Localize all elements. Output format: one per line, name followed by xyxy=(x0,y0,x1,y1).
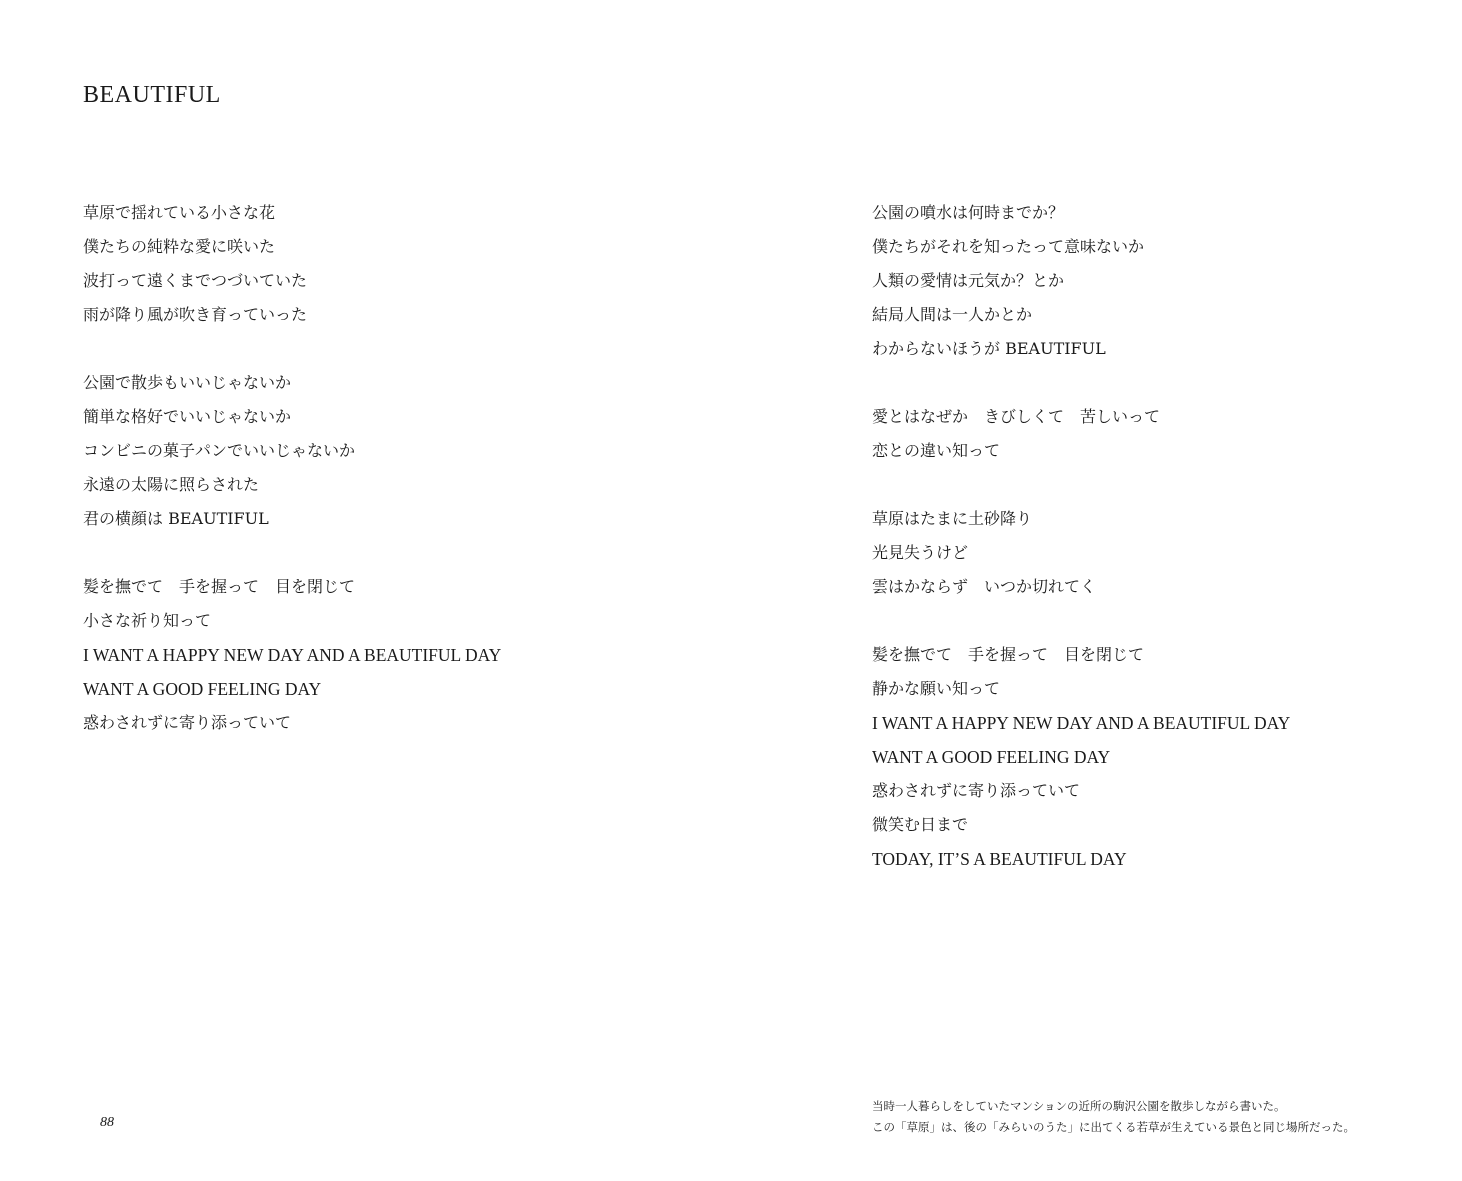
lyric-line: わからないほうが BEAUTIFUL xyxy=(872,339,1106,358)
lyric-line: 永遠の太陽に照らされた xyxy=(83,475,260,494)
lyric-line: 波打って遠くまでつづいていた xyxy=(83,271,308,290)
lyric-line: 恋との違い知って xyxy=(872,441,1001,460)
lyric-line: 微笑む日まで xyxy=(872,815,969,834)
lyric-line: 草原はたまに土砂降り xyxy=(872,509,1033,528)
lyric-line: 静かな願い知って xyxy=(872,679,1001,698)
stanza-break xyxy=(872,468,1432,502)
footnote xyxy=(872,1096,1432,1138)
song-title: BEAUTIFUL xyxy=(83,82,221,108)
lyric-line: 僕たちの純粋な愛に咲いた xyxy=(83,237,276,256)
stanza-break xyxy=(83,332,683,366)
lyric-line: 愛とはなぜか きびしくて 苦しいって xyxy=(872,407,1161,426)
lyric-line: 結局人間は一人かとか xyxy=(872,305,1033,324)
footnote-line: この「草原」は、後の「みらいのうた」に出てくる若草が生えている景色と同じ場所だった。 xyxy=(872,1120,1355,1134)
lyric-line: I WANT A HAPPY NEW DAY AND A BEAUTIFUL DAY xyxy=(872,713,1291,733)
lyric-line: 公園で散歩もいいじゃないか xyxy=(83,373,292,392)
lyric-line: 雨が降り風が吹き育っていった xyxy=(83,305,308,324)
lyric-line: 雲はかならず いつか切れてく xyxy=(872,577,1097,596)
lyrics-right-column xyxy=(872,196,1432,876)
lyric-line: コンビニの菓子パンでいいじゃないか xyxy=(83,441,356,460)
lyric-line: 小さな祈り知って xyxy=(83,611,212,630)
stanza-break xyxy=(872,604,1432,638)
lyric-line: 光見失うけど xyxy=(872,543,969,562)
lyrics-left-column xyxy=(83,196,683,740)
lyric-line: TODAY, IT’S A BEAUTIFUL DAY xyxy=(872,849,1127,869)
lyric-line: 惑わされずに寄り添っていて xyxy=(872,781,1081,800)
lyric-line: 髪を撫でて 手を握って 目を閉じて xyxy=(872,645,1145,664)
lyric-line: WANT A GOOD FEELING DAY xyxy=(83,679,322,699)
lyric-line: 君の横顔は BEAUTIFUL xyxy=(83,509,269,528)
lyric-line: 人類の愛情は元気か？とか xyxy=(872,271,1065,290)
lyric-line: 簡単な格好でいいじゃないか xyxy=(83,407,292,426)
lyric-line: 公園の噴水は何時までか？ xyxy=(872,203,1065,222)
stanza-break xyxy=(83,536,683,570)
lyric-line: 僕たちがそれを知ったって意味ないか xyxy=(872,237,1145,256)
lyric-line: I WANT A HAPPY NEW DAY AND A BEAUTIFUL DAY xyxy=(83,645,502,665)
stanza-break xyxy=(872,366,1432,400)
footnote-line: 当時一人暮らしをしていたマンションの近所の駒沢公園を散歩しながら書いた。 xyxy=(872,1099,1286,1113)
lyric-line: 草原で揺れている小さな花 xyxy=(83,203,276,222)
lyric-line: 惑わされずに寄り添っていて xyxy=(83,713,292,732)
lyric-line: WANT A GOOD FEELING DAY xyxy=(872,747,1111,767)
lyric-line: 髪を撫でて 手を握って 目を閉じて xyxy=(83,577,356,596)
page-number: 88 xyxy=(100,1115,114,1130)
